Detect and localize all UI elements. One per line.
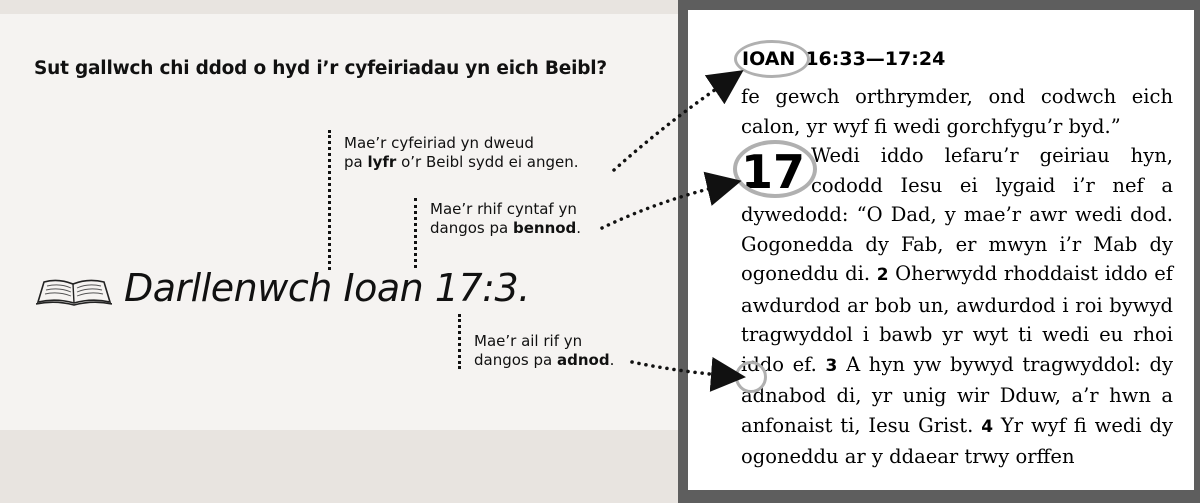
chapter-note-post: . xyxy=(576,219,582,237)
chapter-note-line1: Mae’r rhif cyntaf yn xyxy=(430,200,577,218)
verse-note-pre: dangos pa xyxy=(474,351,557,369)
page-verse-range: 16:33—17:24 xyxy=(805,48,946,70)
verse-note-line1: Mae’r ail rif yn xyxy=(474,332,583,350)
reading-instruction: Darllenwch Ioan 17:3. xyxy=(124,266,530,310)
verse-note-keyword: adnod xyxy=(556,351,610,369)
verse-2-number: 2 xyxy=(876,265,889,285)
verse-3-number: 3 xyxy=(825,355,838,376)
chapter-number: 17 xyxy=(740,145,805,199)
verse-4-text: Yr wyf fi wedi dy ogoneddu ar y ddaear trwy orffen xyxy=(741,413,1174,468)
question-heading: Sut gallwch chi ddod o hyd i’r cyfeiriadau yn eich Beibl? xyxy=(34,58,607,79)
verse-4-number: 4 xyxy=(981,416,994,437)
verse-note-post: . xyxy=(609,351,615,369)
chapter-note-keyword: bennod xyxy=(512,219,577,237)
verse-continuation: fe gewch orthrymder, ond codwch eich calon, yr wyf fi wedi gorchfygu’r byd.” xyxy=(741,85,1173,138)
book-arrow xyxy=(614,78,732,170)
page-book-name: IOAN xyxy=(742,48,796,70)
verse-3-text: A hyn yw bywyd tragwyddol: dy adnabod di, yr unig wir Dduw, a’r hwn a anfonaist ti, Iesu Grist. xyxy=(741,352,1173,437)
verse-arrow xyxy=(632,362,732,376)
book-note-pre: pa xyxy=(344,153,368,171)
chapter-note-pre: dangos pa xyxy=(430,219,513,237)
verse-2-text: Oherwydd rhoddaist iddo ef awdurdod ar bob un, awdurdod i roi bywyd tragwyddol i bawb yr wyt ti wedi eu rhoi iddo ef. xyxy=(741,262,1174,376)
verse-1-text: Wedi iddo lefaru’r geiriau hyn, cododd Iesu ei lygaid i’r nef a dywedodd: “O Dad, y mae’r awr wedi dod. Gogonedda dy Fab, er mwyn i’r Mab dy ogoneddu di. xyxy=(741,144,1173,285)
book-note-post: o’r Beibl sydd ei angen. xyxy=(396,153,579,171)
book-note-keyword: lyfr xyxy=(367,153,397,171)
chapter-arrow xyxy=(602,184,728,228)
book-note-line1: Mae’r cyfeiriad yn dweud xyxy=(344,134,534,152)
